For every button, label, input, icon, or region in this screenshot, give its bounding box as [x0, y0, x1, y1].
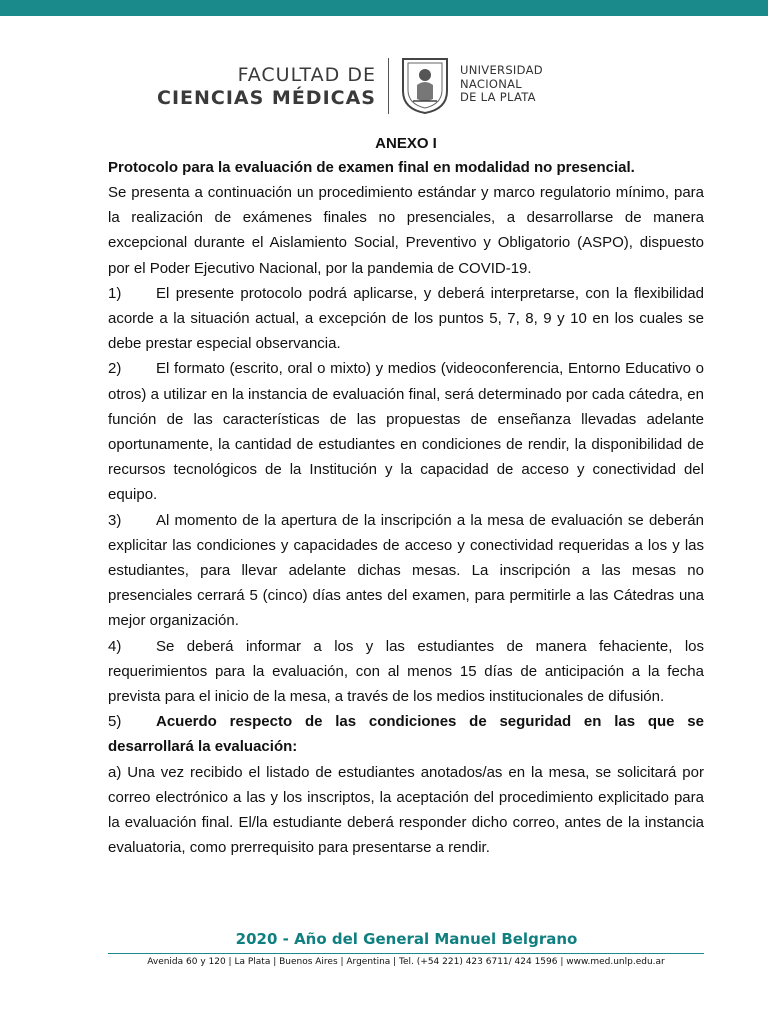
item-number: 4) — [108, 637, 122, 655]
university-name-line1: UNIVERSIDAD — [460, 63, 543, 77]
item-1 — [108, 281, 704, 357]
intro-paragraph: Se presenta a continuación un procedimiento estándar y marco regulatorio mínimo, para la realización de exámenes finales no presenciales, a desarrollarse de manera excepcional durante el Aislamiento Social, Preventivo y Obligatorio (ASPO), dispuesto por el Poder Ejecutivo Nacional, por la pandemia de COVID-19. — [108, 184, 704, 277]
item-number: 1) — [108, 284, 122, 302]
university-name-line3: DE LA PLATA — [460, 90, 536, 104]
university-name — [460, 64, 543, 105]
faculty-name-line2: CIENCIAS MÉDICAS — [157, 87, 376, 109]
university-name-line2: NACIONAL — [460, 76, 523, 91]
item-number: 5) — [108, 713, 122, 731]
faculty-name-line1: FACULTAD DE — [237, 64, 376, 86]
letterhead — [0, 52, 768, 116]
faculty-name — [157, 64, 376, 110]
item-text: El presente protocolo podrá aplicarse, y deberá interpretarse, con la flexibilidad acorde a la situación actual, a excepción de los puntos 5, 7, 8, 9 y 10 en los cuales se debe prestar especial observancia. — [108, 284, 704, 353]
item-2 — [108, 356, 704, 507]
item-number: 3) — [108, 511, 122, 529]
footer — [0, 930, 768, 967]
item-text: Acuerdo respecto de las condiciones de seguridad en las que se desarrollará la evaluación: — [108, 713, 704, 756]
document-body — [108, 133, 704, 860]
item-number: 2) — [108, 360, 122, 378]
item-3 — [108, 508, 704, 634]
footer-address: Avenida 60 y 120 | La Plata | Buenos Aires | Argentina | Tel. (+54 221) 423 6711/ 424 1596 | www.med.unlp.edu.ar — [147, 957, 665, 967]
top-accent-bar — [0, 0, 768, 16]
sub-item-a: a) Una vez recibido el listado de estudiantes anotados/as en la mesa, se solicitará por correo electrónico a las y los inscriptos, la aceptación del procedimiento explicitado para la evaluación final. El/la estudiante deberá responder dicho correo, antes de la instancia evaluatoria, como prerrequisito para presentarse a rendir. — [108, 763, 704, 857]
footer-motto: 2020 - Año del General Manuel Belgrano — [235, 930, 578, 948]
item-text: El formato (escrito, oral o mixto) y medios (videoconferencia, Entorno Educativo o otros) a utilizar en la instancia de evaluación final, será determinado por cada cátedra, en función de las características de las propuestas de enseñanza llevadas adelante oportunamente, la cantidad de estudiantes en condiciones de rendir, la disponibilidad de recursos tecnológicos de la Institución y la capacidad de acceso y conectividad del equipo. — [108, 360, 704, 504]
item-4 — [108, 634, 704, 710]
header-divider — [388, 58, 389, 114]
annex-title: ANEXO I — [375, 135, 437, 152]
item-text: Se deberá informar a los y las estudiantes de manera fehaciente, los requerimientos para la evaluación, con al menos 15 días de anticipación a la fecha prevista para el inicio de la mesa, a través de los medios institucionales de difusión. — [108, 637, 704, 706]
item-text: Al momento de la apertura de la inscripción a la mesa de evaluación se deberán explicitar las condiciones y capacidades de acceso y conectividad requeridas a los y las estudiantes, para llevar adelante dichas mesas. La inscripción a las mesas no presenciales cerrará 5 (cinco) días antes del examen, para permitirle a las Cátedras una mejor organización. — [108, 511, 704, 630]
item-5 — [108, 709, 704, 759]
document-subtitle: Protocolo para la evaluación de examen final en modalidad no presencial. — [108, 159, 635, 176]
footer-divider — [108, 953, 704, 954]
university-seal-icon — [399, 55, 451, 115]
